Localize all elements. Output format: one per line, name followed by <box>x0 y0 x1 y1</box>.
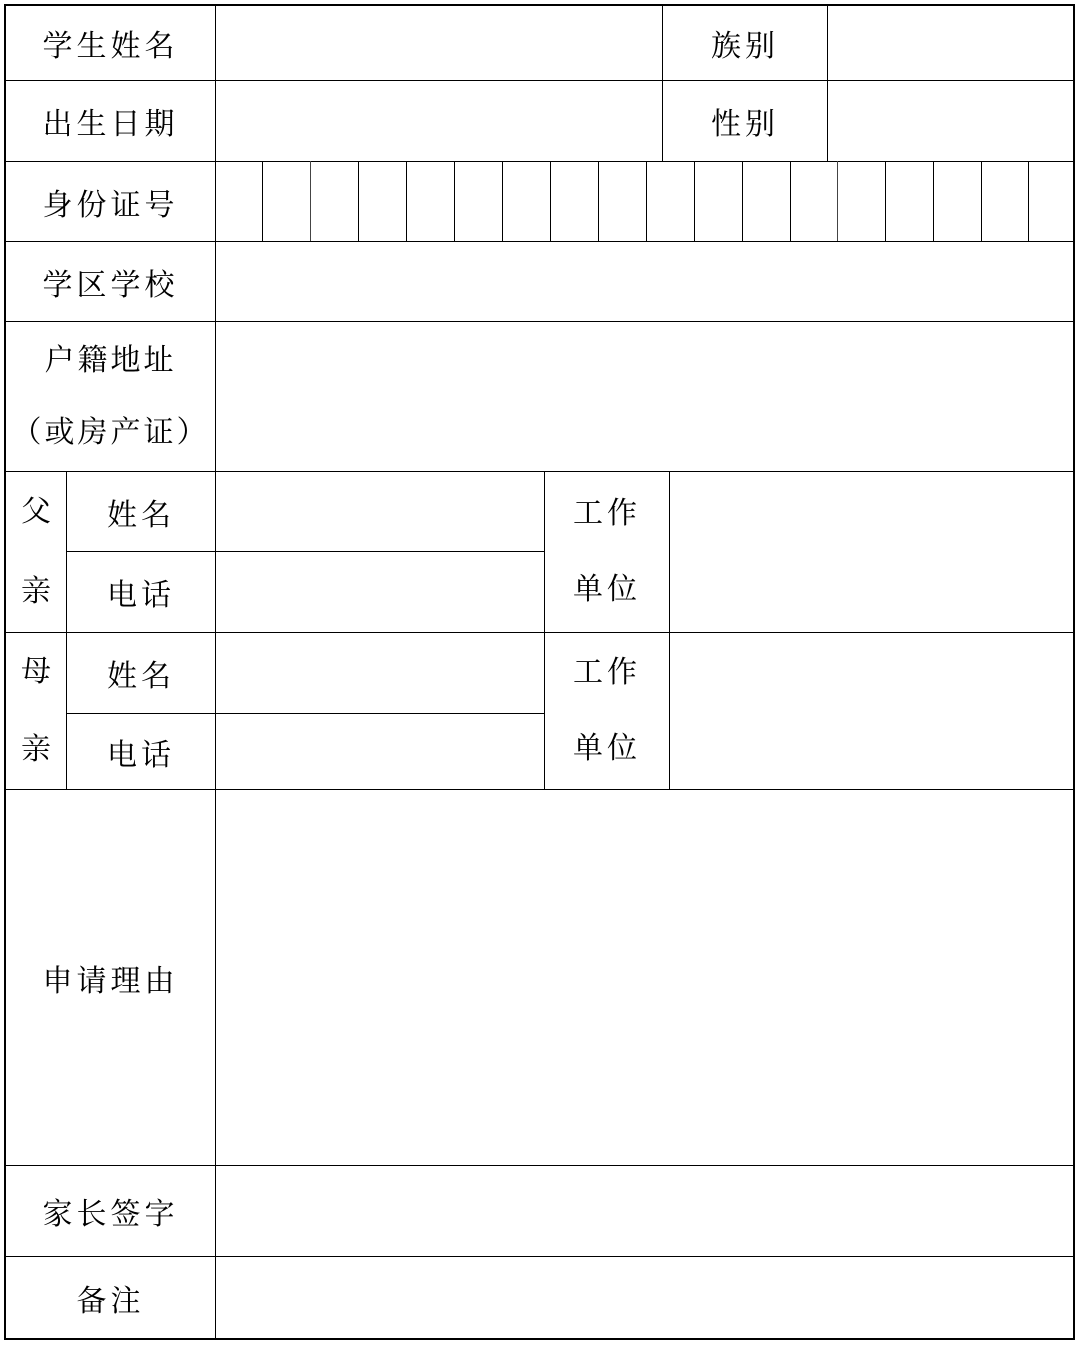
birth-date-field[interactable] <box>216 81 662 161</box>
gender-field[interactable] <box>828 81 1073 161</box>
mother-side-label <box>6 633 66 789</box>
mother-work-field[interactable] <box>670 633 1073 789</box>
id-number-label: 身份证号 <box>42 187 179 223</box>
parent-signature-field[interactable] <box>216 1166 1073 1256</box>
birth-date-label: 出生日期 <box>42 107 179 142</box>
mother-side-label-2: 亲 <box>21 732 51 767</box>
school-district-label: 学区学校 <box>42 267 179 303</box>
father-work-label <box>545 472 669 632</box>
father-side-label <box>6 472 66 632</box>
father-work-label-2: 单位 <box>573 572 641 607</box>
parent-signature-label: 家长签字 <box>42 1197 179 1232</box>
father-name-label: 姓名 <box>107 497 175 533</box>
mother-work-label <box>545 633 669 789</box>
father-side-label-2: 亲 <box>21 574 51 609</box>
student-name-field[interactable] <box>216 6 662 80</box>
father-work-label-1: 工作 <box>573 496 641 531</box>
father-name-field[interactable] <box>216 472 544 551</box>
mother-work-label-1: 工作 <box>573 655 641 690</box>
school-district-field[interactable] <box>216 242 1073 321</box>
remarks-field[interactable] <box>216 1257 1073 1338</box>
address-field[interactable] <box>216 322 1073 471</box>
gender-label: 性别 <box>711 107 779 142</box>
address-label-line1: 户籍地址 <box>44 342 177 378</box>
application-form <box>4 4 1075 1340</box>
reason-label: 申请理由 <box>42 963 179 999</box>
mother-name-field[interactable] <box>216 633 544 713</box>
student-name-label: 学生姓名 <box>42 29 179 64</box>
mother-side-label-1: 母 <box>21 654 51 689</box>
address-label <box>6 322 215 471</box>
ethnicity-label: 族别 <box>711 29 779 64</box>
ethnicity-field[interactable] <box>828 6 1073 80</box>
mother-phone-label: 电话 <box>107 737 175 773</box>
father-phone-field[interactable] <box>216 552 544 632</box>
mother-work-label-2: 单位 <box>573 731 641 766</box>
father-side-label-1: 父 <box>21 494 51 529</box>
address-label-line2: （或房产证） <box>11 414 210 450</box>
mother-name-label: 姓名 <box>107 659 175 694</box>
father-phone-label: 电话 <box>107 578 175 613</box>
id-number-field[interactable] <box>216 162 1073 241</box>
reason-field[interactable] <box>216 790 1073 1165</box>
father-work-field[interactable] <box>670 472 1073 632</box>
remarks-label: 备注 <box>76 1283 145 1319</box>
mother-phone-field[interactable] <box>216 714 544 789</box>
